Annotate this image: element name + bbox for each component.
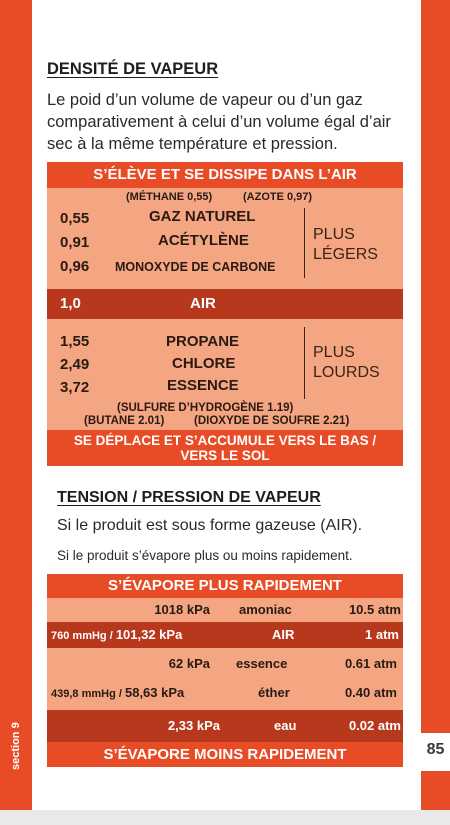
row-atm: 0.40 atm: [344, 685, 397, 700]
heavier-label-line1: PLUS: [313, 344, 355, 361]
table-row: [47, 680, 403, 710]
page-number: 85: [426, 741, 445, 758]
air-name: AIR: [190, 295, 216, 312]
row-substance: éther: [258, 685, 290, 700]
chlorine-name: CHLORE: [172, 355, 236, 372]
lighter-label-line2: LÉGERS: [313, 246, 378, 263]
row-atm: 10.5 atm: [348, 602, 401, 617]
vapor-pressure-line1: Si le produit est sous forme gazeuse (AIR).: [57, 517, 363, 534]
rises-banner: S’ÉLÈVE ET SE DISSIPE DANS L’AIR: [47, 162, 403, 188]
row-mmhg-kpa: [51, 622, 182, 649]
row-kpa: 1018 kPa: [154, 602, 210, 617]
vapor-density-description: Le poid d’un volume de vapeur ou d’un gaz comparativement à celui d’un volume égal d’air sec à la même température et pression.: [47, 91, 391, 153]
left-color-band: [0, 0, 32, 825]
section-label: section 9: [10, 722, 22, 770]
air-value: 1,0: [60, 295, 81, 312]
gasoline-value: 3,72: [60, 379, 90, 396]
row-substance: essence: [236, 656, 288, 671]
hydrogen-sulfide-note: (SULFURE D’HYDROGÈNE 1.19): [117, 402, 294, 414]
lighter-panel: [47, 188, 403, 289]
right-color-band: [421, 0, 450, 825]
propane-name: PROPANE: [166, 333, 240, 350]
table-row: [47, 622, 403, 648]
vapor-density-title: DENSITÉ DE VAPEUR: [47, 60, 219, 78]
heavier-label-line2: LOURDS: [313, 364, 380, 381]
table-row: [47, 710, 403, 742]
row-substance: amoniac: [239, 602, 292, 617]
row-mmhg: 439,8 mmHg /: [51, 688, 125, 700]
row-kpa: 58,63 kPa: [124, 685, 185, 700]
row-substance: eau: [274, 718, 297, 733]
evaporates-slower-banner: S’ÉVAPORE MOINS RAPIDEMENT: [47, 742, 403, 767]
row-mmhg: 760 mmHg /: [51, 630, 116, 642]
lighter-label-line1: PLUS: [313, 226, 355, 243]
evaporates-faster-banner: S’ÉVAPORE PLUS RAPIDEMENT: [47, 574, 403, 598]
lighter-bracket: [304, 208, 305, 278]
sulfur-dioxide-note: (DIOXYDE DE SOUFRE 2.21): [194, 415, 350, 427]
row-atm: 0.02 atm: [348, 718, 401, 733]
butane-note: (BUTANE 2.01): [84, 415, 165, 427]
methane-note: (MÉTHANE 0,55): [126, 191, 213, 203]
bottom-strip: [0, 810, 450, 825]
heavier-bracket: [304, 327, 305, 399]
vapor-pressure-line2: Si le produit s’évapore plus ou moins rapidement.: [57, 548, 353, 563]
carbon-monoxide-name: MONOXYDE DE CARBONE: [115, 260, 276, 274]
row-atm: 1 atm: [365, 627, 399, 642]
natural-gas-name: GAZ NATUREL: [149, 208, 256, 225]
propane-value: 1,55: [60, 333, 90, 350]
gasoline-name: ESSENCE: [167, 377, 239, 394]
row-kpa: 2,33 kPa: [167, 718, 220, 733]
nitrogen-note: (AZOTE 0,97): [243, 191, 313, 203]
row-atm: 0.61 atm: [344, 656, 397, 671]
air-row: [47, 289, 403, 319]
row-kpa: 101,32 kPa: [115, 627, 183, 642]
acetylene-value: 0,91: [60, 234, 90, 251]
heavier-panel: [47, 319, 403, 430]
natural-gas-value: 0,55: [60, 210, 90, 227]
sinks-banner: [47, 430, 403, 466]
chlorine-value: 2,49: [60, 356, 90, 373]
row-substance: AIR: [272, 627, 295, 642]
vapor-pressure-title: TENSION / PRESSION DE VAPEUR: [57, 489, 321, 506]
row-kpa: 62 kPa: [168, 656, 210, 671]
acetylene-name: ACÉTYLÈNE: [158, 232, 249, 249]
table-row: [47, 598, 403, 622]
sinks-banner-line2: VERS LE SOL: [180, 448, 270, 463]
row-mmhg-kpa: [51, 680, 184, 707]
sinks-banner-line1: SE DÉPLACE ET S’ACCUMULE VERS LE BAS /: [73, 433, 377, 448]
carbon-monoxide-value: 0,96: [60, 258, 90, 275]
table-row: [47, 648, 403, 680]
